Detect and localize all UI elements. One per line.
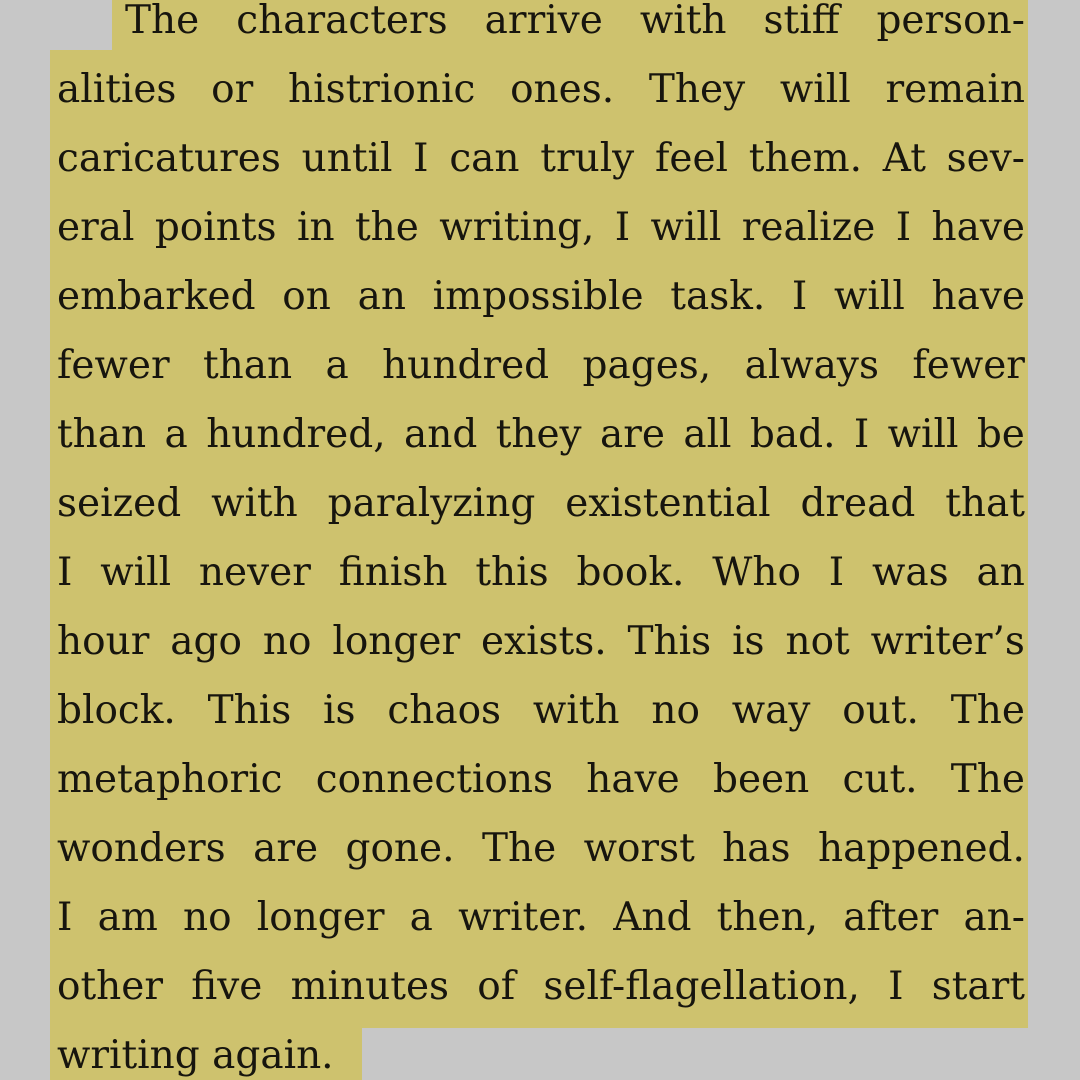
- text-block: [57, 0, 1025, 1080]
- text-line: metaphoric connections have been cut. The: [57, 757, 1025, 802]
- text-line: embarked on an impossible task. I will have: [57, 274, 1025, 319]
- text-line: The characters arrive with stiff person-: [125, 0, 1025, 43]
- text-line: I am no longer a writer. And then, after an-: [57, 895, 1025, 940]
- text-line: block. This is chaos with no way out. The: [57, 688, 1025, 733]
- text-line: alities or histrionic ones. They will remain: [57, 67, 1025, 112]
- text-line: caricatures until I can truly feel them. At sev-: [57, 136, 1025, 181]
- text-line: than a hundred, and they are all bad. I will be: [57, 412, 1025, 457]
- text-line: writing again.: [57, 1033, 334, 1078]
- text-line: I will never finish this book. Who I was an: [57, 550, 1025, 595]
- text-line: other five minutes of self-flagellation, I start: [57, 964, 1025, 1009]
- text-line: seized with paralyzing existential dread that: [57, 481, 1025, 526]
- text-line: wonders are gone. The worst has happened.: [57, 826, 1025, 871]
- text-line: fewer than a hundred pages, always fewer: [57, 343, 1025, 388]
- text-line: hour ago no longer exists. This is not writer’s: [57, 619, 1025, 664]
- text-line: eral points in the writing, I will realize I have: [57, 205, 1025, 250]
